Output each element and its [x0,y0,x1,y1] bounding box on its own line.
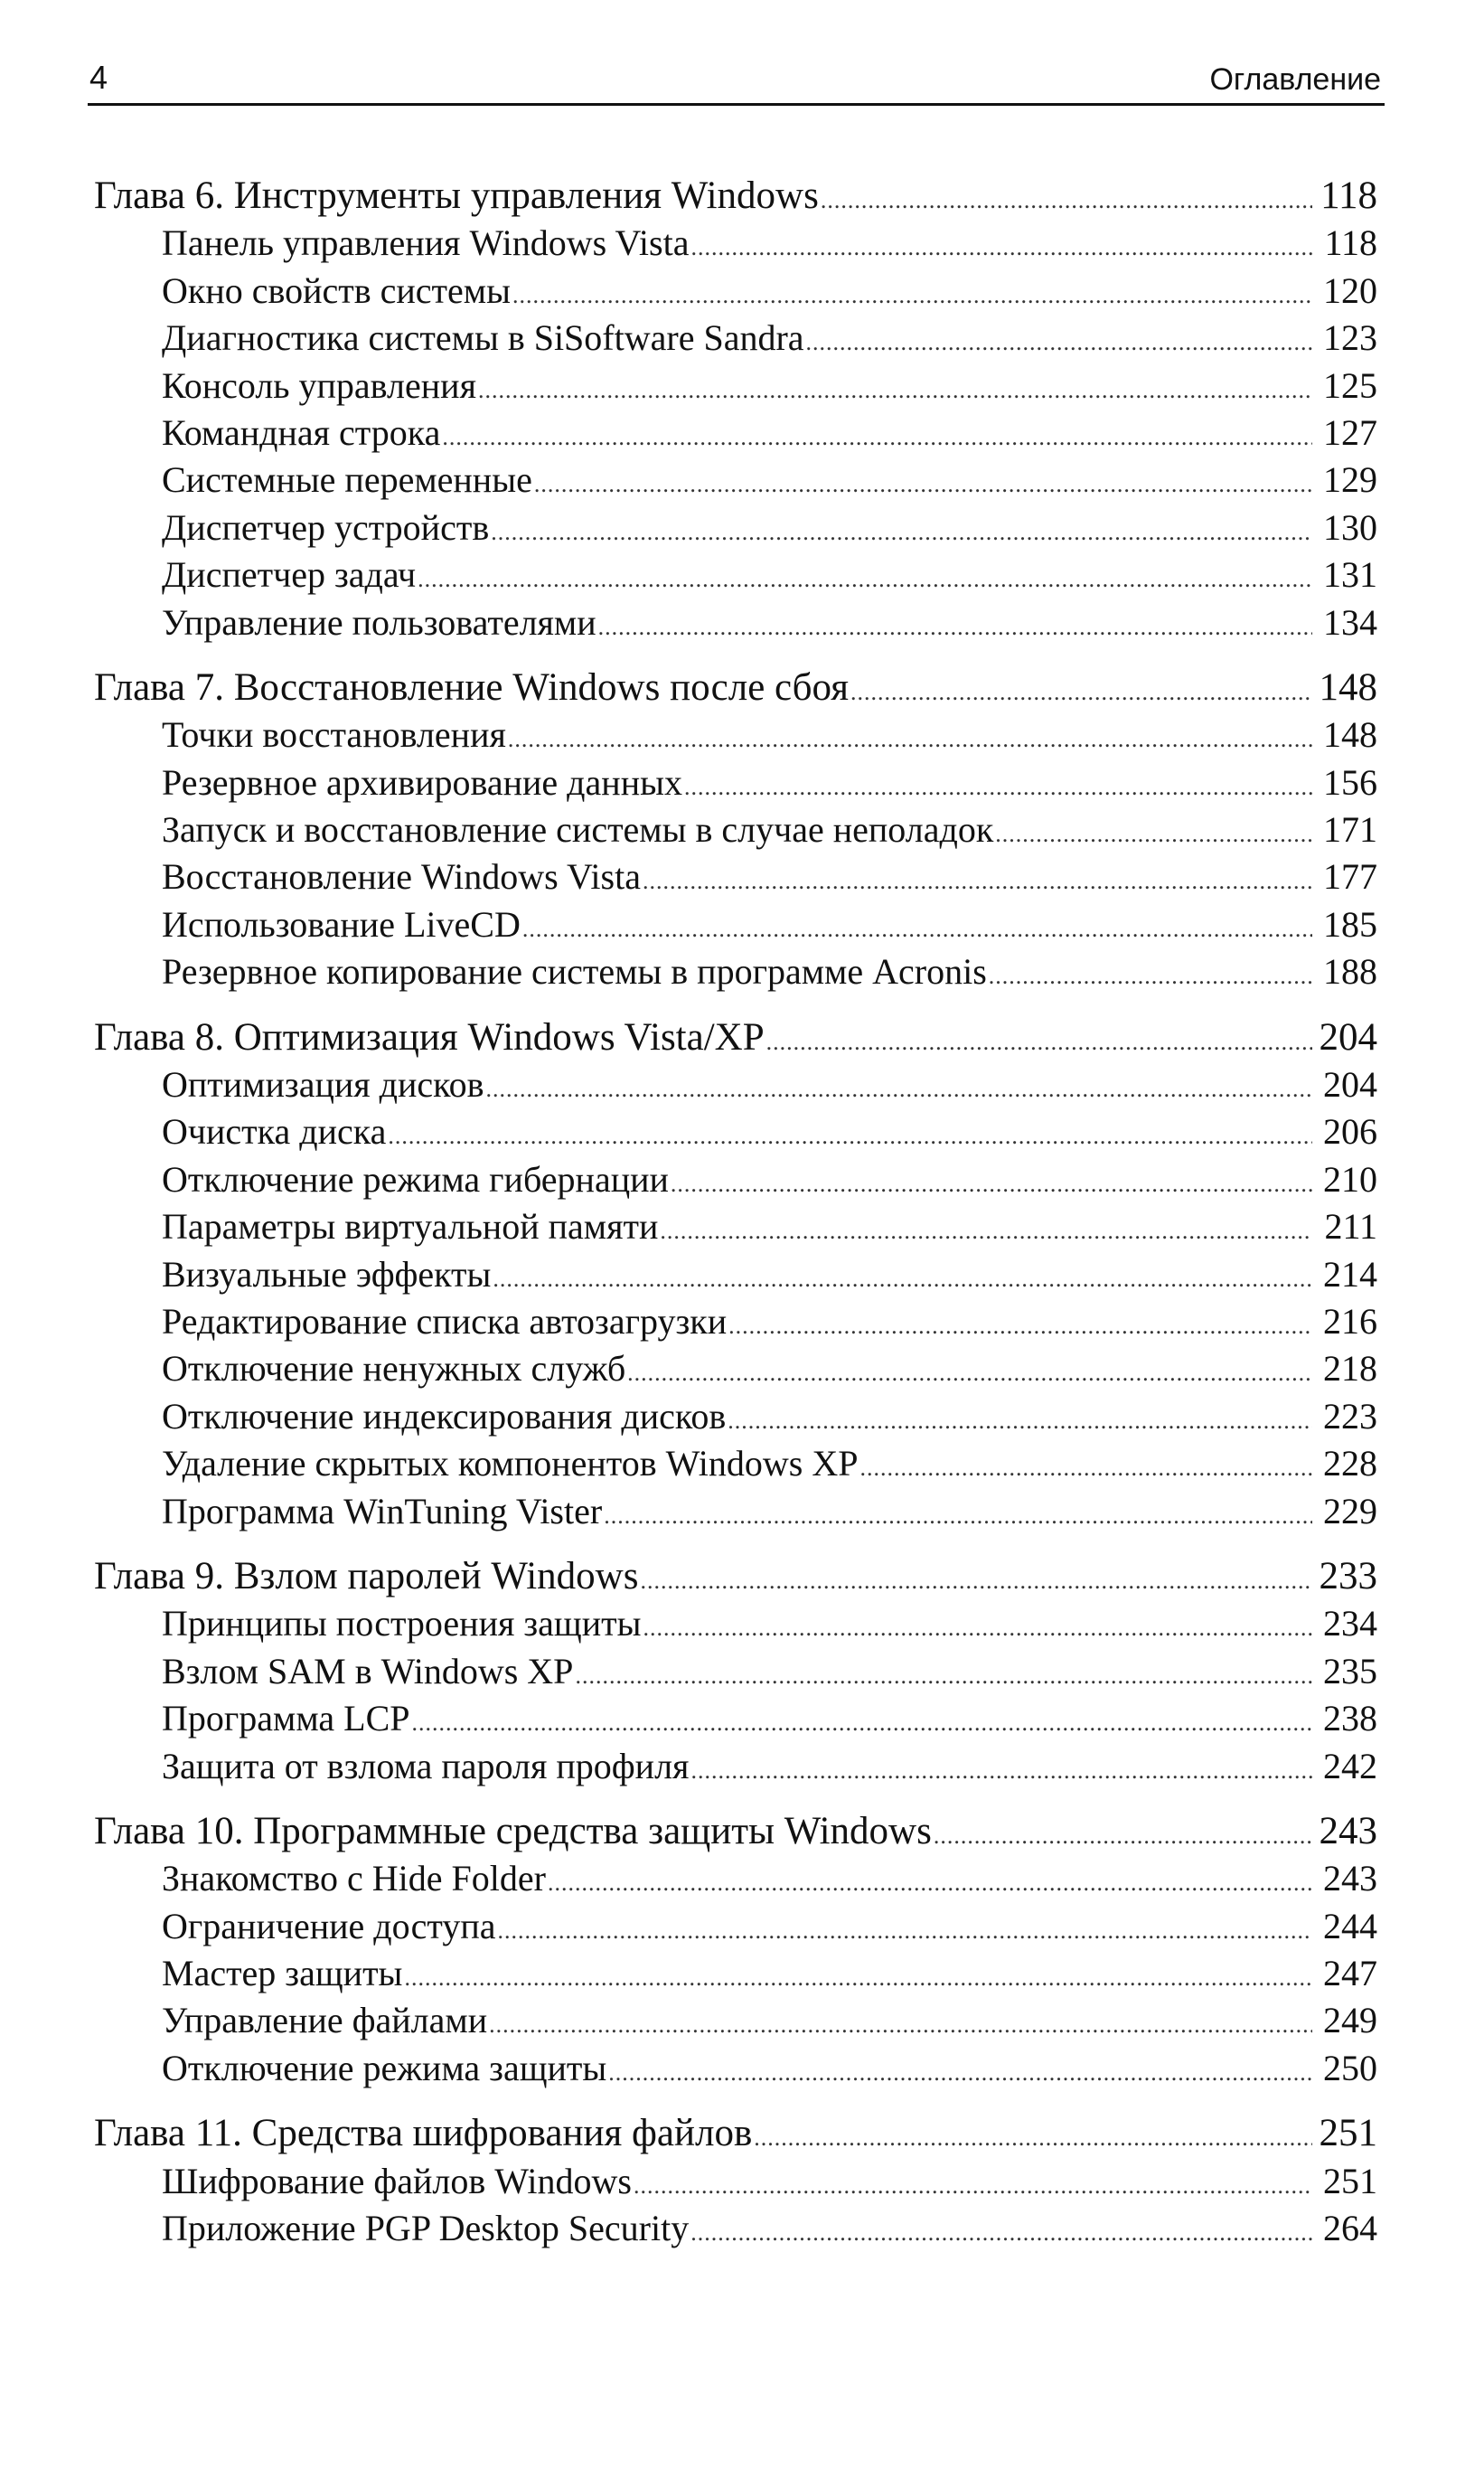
chapter-title: Глава 6. Инструменты управления Windows [94,174,819,217]
section-title: Параметры виртуальной памяти [162,1206,659,1248]
section-entry[interactable] [94,1061,1377,1108]
toc-chapter-3 [94,1014,1377,1535]
section-page-number: 229 [1323,1490,1377,1531]
section-page-number: 234 [1323,1603,1377,1644]
dot-leader [627,1350,1312,1397]
dot-leader [508,716,1312,763]
section-entry[interactable] [94,220,1377,267]
section-page-number: 134 [1323,601,1377,643]
section-entry[interactable] [94,806,1377,853]
dot-leader [690,2210,1312,2257]
section-entry[interactable] [94,457,1377,504]
section-entry[interactable] [94,410,1377,457]
toc-chapter-5 [94,1808,1377,2092]
dot-leader [860,1445,1313,1492]
section-entry[interactable] [94,1950,1377,1997]
section-entry[interactable] [94,1600,1377,1647]
section-page-number: 127 [1323,411,1377,453]
section-title: Отключение режима защиты [162,2047,607,2088]
section-entry[interactable] [94,2158,1377,2205]
section-entry[interactable] [94,1203,1377,1250]
section-title: Визуальные эффекты [162,1253,492,1295]
section-page-number: 242 [1323,1745,1377,1786]
section-title: Восстановление Windows Vista [162,856,641,898]
dot-leader [404,1955,1312,2002]
dot-leader [850,669,1312,716]
section-page-number: 243 [1323,1858,1377,1899]
dot-leader [995,811,1312,858]
section-entry[interactable] [94,1855,1377,1902]
toc-chapter-4 [94,1553,1377,1790]
section-title: Шифрование файлов Windows [162,2160,632,2201]
section-page-number: 130 [1323,506,1377,548]
section-title: Программа WinTuning Vister [162,1490,603,1531]
section-page-number: 228 [1323,1443,1377,1484]
section-entry[interactable] [94,948,1377,995]
section-page-number: 131 [1323,554,1377,596]
section-page-number: 214 [1323,1253,1377,1295]
section-title: Управление пользователями [162,601,596,643]
section-title: Диспетчер задач [162,554,417,596]
section-page-number: 188 [1323,951,1377,993]
section-title: Оптимизация дисков [162,1064,484,1106]
section-title: Взлом SAM в Windows XP [162,1650,574,1692]
toc-chapter-1 [94,173,1377,646]
chapter-page-number: 233 [1319,1554,1377,1597]
section-entry[interactable] [94,853,1377,900]
dot-leader [821,177,1312,224]
section-entry[interactable] [94,901,1377,948]
toc-chapter-2 [94,664,1377,996]
section-page-number: 223 [1323,1395,1377,1437]
section-page-number: 247 [1323,1953,1377,1994]
dot-leader [643,1605,1313,1652]
section-title: Точки восстановления [162,714,506,756]
section-page-number: 177 [1323,856,1377,898]
section-title: Программа LCP [162,1698,410,1739]
chapter-entry[interactable] [94,2110,1377,2157]
section-entry[interactable] [94,711,1377,759]
section-entry[interactable] [94,504,1377,551]
section-title: Резервное копирование системы в программе Acronis [162,951,987,993]
dot-leader [491,509,1312,556]
dot-leader [640,1558,1312,1605]
section-page-number: 238 [1323,1698,1377,1739]
section-title: Запуск и восстановление системы в случае неполадок [162,809,994,851]
section-page-number: 123 [1323,317,1377,359]
section-page-number: 211 [1324,1206,1377,1248]
section-page-number: 204 [1323,1064,1377,1106]
dot-leader [684,764,1312,811]
dot-leader [418,556,1312,603]
dot-leader [548,1860,1312,1907]
chapter-page-number: 251 [1319,2112,1377,2155]
dot-leader [608,2050,1312,2097]
section-entry[interactable] [94,1156,1377,1203]
dot-leader [806,319,1312,366]
section-entry[interactable] [94,1488,1377,1535]
section-entry[interactable] [94,1695,1377,1742]
section-entry[interactable] [94,1997,1377,2044]
section-entry[interactable] [94,2205,1377,2252]
dot-leader [388,1113,1312,1160]
dot-leader [522,906,1312,953]
section-page-number: 148 [1323,714,1377,756]
section-title: Окно свойств системы [162,269,511,311]
dot-leader [728,1398,1312,1445]
section-title: Мастер защиты [162,1953,403,1994]
section-entry[interactable] [94,1903,1377,1950]
section-page-number: 249 [1323,2000,1377,2041]
dot-leader [643,858,1312,905]
section-title: Панель управления Windows Vista [162,222,690,264]
dot-leader [671,1161,1312,1208]
section-page-number: 171 [1323,809,1377,851]
chapter-entry[interactable] [94,664,1377,711]
section-entry[interactable] [94,551,1377,598]
section-title: Управление файлами [162,2000,488,2041]
toc-chapter-6 [94,2110,1377,2252]
section-page-number: 210 [1323,1158,1377,1200]
dot-leader [534,461,1312,508]
chapter-title: Глава 11. Средства шифрования файлов [94,2112,753,2155]
page-number: 4 [89,59,108,96]
section-title: Ограничение доступа [162,1905,496,1946]
section-title: Приложение PGP Desktop Security [162,2208,690,2249]
section-title: Системные переменные [162,459,532,501]
section-page-number: 244 [1323,1905,1377,1946]
dot-leader [604,1493,1312,1540]
section-page-number: 120 [1323,269,1377,311]
section-entry[interactable] [94,1393,1377,1440]
chapter-title: Глава 10. Программные средства защиты Windows [94,1809,932,1852]
section-page-number: 129 [1323,459,1377,501]
section-title: Командная строка [162,411,441,453]
chapter-page-number: 118 [1320,174,1377,217]
section-page-number: 216 [1323,1300,1377,1342]
chapter-page-number: 204 [1319,1015,1377,1059]
section-title: Знакомство с Hide Folder [162,1858,546,1899]
dot-leader [485,1066,1312,1113]
dot-leader [412,1700,1312,1747]
section-entry[interactable] [94,1440,1377,1487]
chapter-title: Глава 9. Взлом паролей Windows [94,1554,639,1597]
dot-leader [598,604,1312,651]
page-header [88,56,1385,106]
chapter-page-number: 148 [1319,665,1377,709]
dot-leader [478,367,1312,414]
section-entry[interactable] [94,1108,1377,1155]
chapter-title: Глава 7. Восстановление Windows после сбоя [94,665,849,709]
section-title: Принципы построения защиты [162,1603,642,1644]
section-page-number: 251 [1323,2160,1377,2201]
section-page-number: 206 [1323,1111,1377,1153]
running-title: Оглавление [1209,62,1381,97]
section-title: Диспетчер устройств [162,506,490,548]
section-title: Отключение режима гибернации [162,1158,669,1200]
section-page-number: 118 [1324,222,1377,264]
section-page-number: 235 [1323,1650,1377,1692]
section-title: Очистка диска [162,1111,387,1153]
chapter-entry[interactable] [94,1014,1377,1061]
dot-leader [754,2115,1312,2162]
section-title: Резервное архивирование данных [162,761,682,803]
dot-leader [690,1748,1312,1795]
section-entry[interactable] [94,1251,1377,1298]
section-entry[interactable] [94,268,1377,315]
dot-leader [489,2002,1312,2049]
section-page-number: 250 [1323,2047,1377,2088]
table-of-contents [94,173,1377,2252]
dot-leader [498,1908,1312,1955]
section-page-number: 218 [1323,1348,1377,1390]
section-title: Удаление скрытых компонентов Windows XP [162,1443,859,1484]
dot-leader [442,414,1312,461]
chapter-entry[interactable] [94,1553,1377,1600]
dot-leader [989,953,1312,1000]
section-page-number: 125 [1323,364,1377,406]
dot-leader [766,1019,1312,1066]
section-title: Отключение индексирования дисков [162,1395,727,1437]
dot-leader [512,272,1312,319]
section-page-number: 185 [1323,903,1377,945]
dot-leader [660,1208,1312,1255]
chapter-entry[interactable] [94,1808,1377,1855]
dot-leader [493,1256,1312,1303]
section-title: Редактирование списка автозагрузки [162,1300,728,1342]
section-entry[interactable] [94,759,1377,806]
chapter-entry[interactable] [94,173,1377,220]
dot-leader [634,2163,1312,2210]
section-entry[interactable] [94,315,1377,362]
section-page-number: 156 [1323,761,1377,803]
section-page-number: 264 [1323,2208,1377,2249]
section-entry[interactable] [94,599,1377,646]
section-title: Консоль управления [162,364,476,406]
section-title: Диагностика системы в SiSoftware Sandra [162,317,804,359]
section-title: Защита от взлома пароля профиля [162,1745,690,1786]
dot-leader [934,1813,1312,1860]
section-entry[interactable] [94,1298,1377,1345]
dot-leader [728,1303,1312,1350]
section-entry[interactable] [94,363,1377,410]
section-entry[interactable] [94,1743,1377,1790]
section-entry[interactable] [94,2045,1377,2092]
chapter-title: Глава 8. Оптимизация Windows Vista/XP [94,1015,765,1059]
dot-leader [690,224,1312,271]
dot-leader [575,1653,1312,1700]
section-title: Отключение ненужных служб [162,1348,626,1390]
chapter-page-number: 243 [1319,1809,1377,1852]
section-entry[interactable] [94,1345,1377,1392]
section-entry[interactable] [94,1648,1377,1695]
section-title: Использование LiveCD [162,903,521,945]
